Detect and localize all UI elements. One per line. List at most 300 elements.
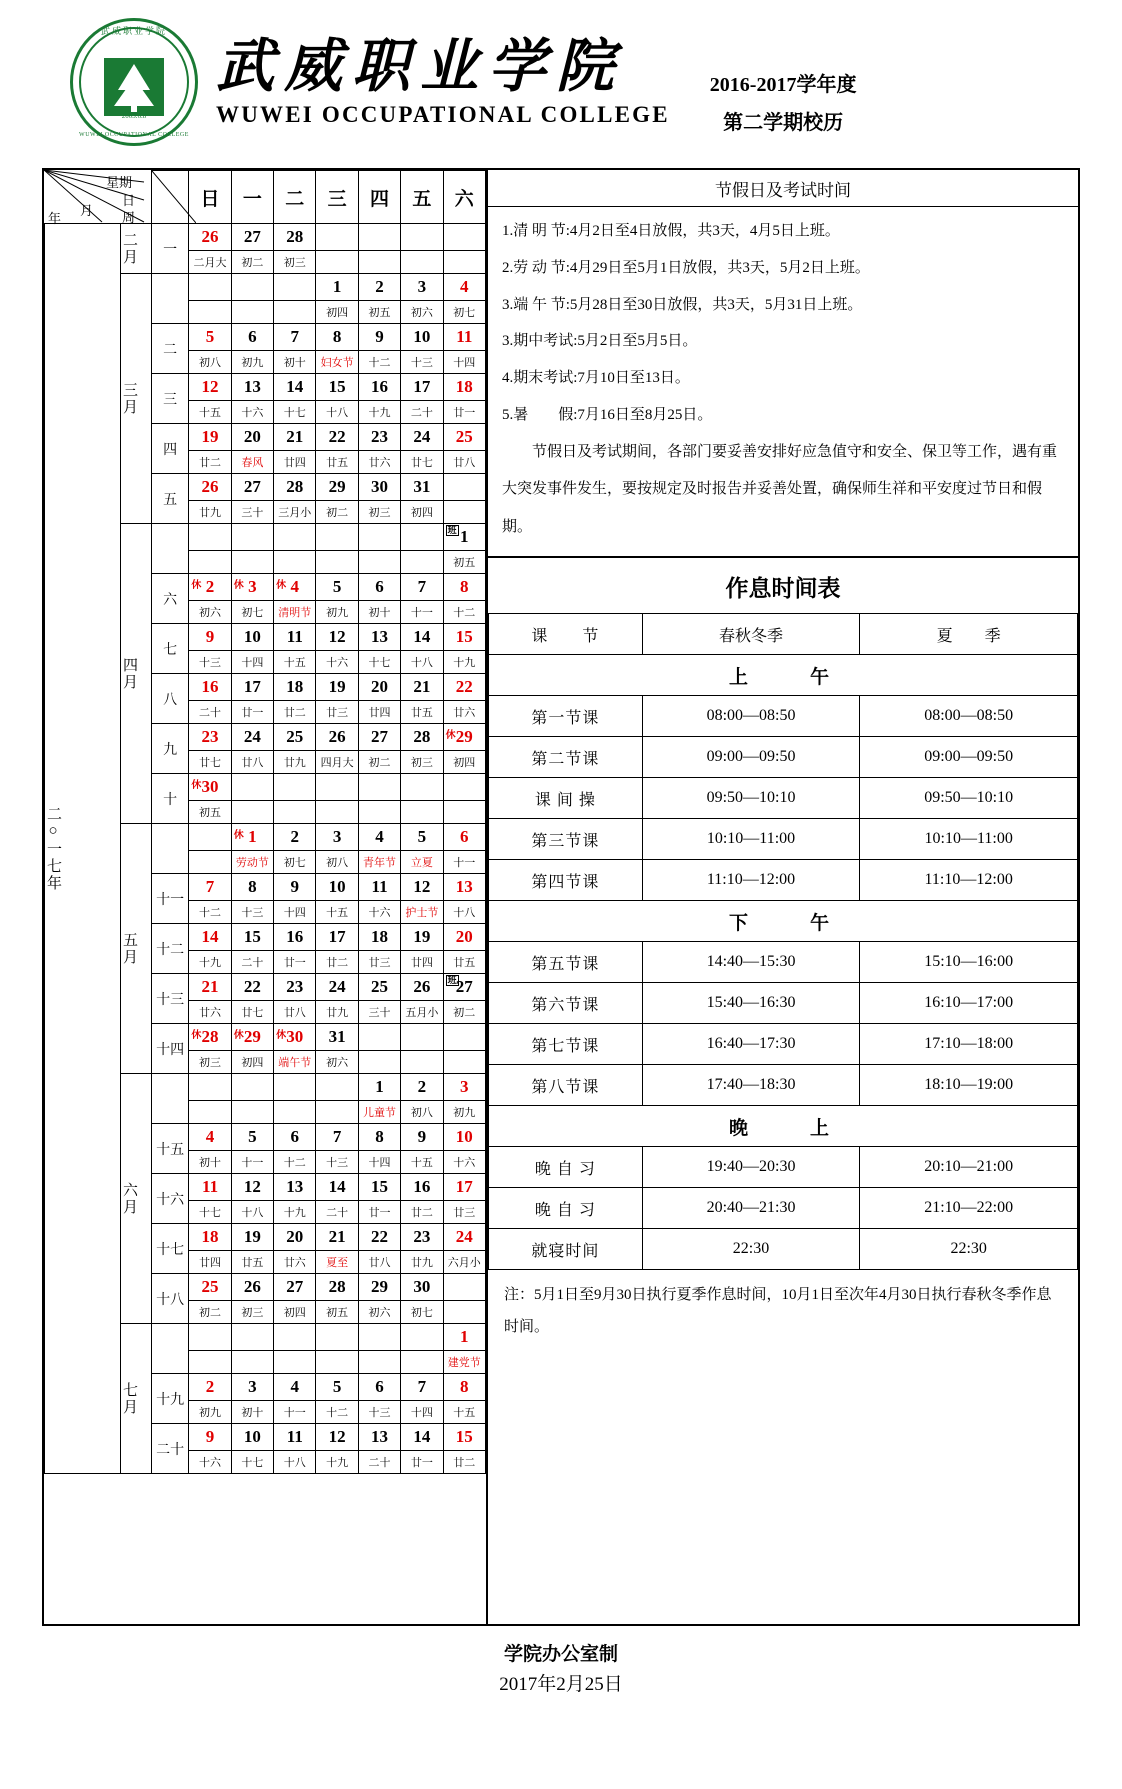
calendar-day-cell[interactable] <box>274 1324 316 1351</box>
calendar-day-cell[interactable] <box>401 324 443 351</box>
calendar-day-number: 14 <box>328 1177 346 1196</box>
calendar-day-cell[interactable] <box>189 1024 231 1051</box>
calendar-day-cell[interactable] <box>401 424 443 451</box>
calendar-week-number: 二 <box>152 324 189 374</box>
calendar-day-cell[interactable] <box>316 1424 358 1451</box>
calendar-day-cell[interactable] <box>401 1324 443 1351</box>
schedule-row <box>489 778 1078 819</box>
calendar-day-cell[interactable] <box>316 674 358 701</box>
calendar-day-cell[interactable] <box>316 324 358 351</box>
calendar-day-cell[interactable] <box>316 524 358 551</box>
calendar-day-cell[interactable] <box>443 1324 485 1351</box>
calendar-day-cell[interactable] <box>189 974 231 1001</box>
calendar-lunar-label: 十八 <box>231 1201 273 1224</box>
schedule-spring-time: 19:40—20:30 <box>642 1147 860 1188</box>
calendar-day-cell[interactable] <box>443 1374 485 1401</box>
calendar-month-label: 三月 <box>121 274 152 524</box>
logo-year: 2003.6.8 <box>121 112 147 120</box>
calendar-day-cell[interactable] <box>316 1174 358 1201</box>
calendar-day-number: 24 <box>328 977 346 996</box>
calendar-day-number: 20 <box>243 427 261 446</box>
calendar-day-cell[interactable] <box>401 1274 443 1301</box>
calendar-day-number: 30 <box>201 777 219 796</box>
calendar-day-cell[interactable] <box>316 1324 358 1351</box>
calendar-day-cell[interactable] <box>316 1024 358 1051</box>
calendar-day-cell[interactable] <box>316 424 358 451</box>
calendar-day-cell[interactable] <box>274 624 316 651</box>
calendar-day-cell[interactable] <box>231 324 273 351</box>
calendar-day-number: 14 <box>286 377 304 396</box>
calendar-lunar-label: 十三 <box>189 651 231 674</box>
calendar-day-cell[interactable] <box>231 1124 273 1151</box>
calendar-day-number: 28 <box>201 1027 219 1046</box>
calendar-day-cell[interactable] <box>358 774 400 801</box>
calendar-lunar-label: 护士节 <box>401 901 443 924</box>
calendar-lunar-label <box>401 1051 443 1074</box>
calendar-day-cell[interactable] <box>231 974 273 1001</box>
calendar-day-cell[interactable] <box>443 224 485 251</box>
schedule-period-label: 第三节课 <box>489 819 643 860</box>
calendar-lunar-label <box>231 1351 273 1374</box>
calendar-lunar-label: 廿五 <box>231 1251 273 1274</box>
calendar-day-cell[interactable] <box>274 924 316 951</box>
calendar-lunar-label: 十二 <box>358 351 400 374</box>
calendar-lunar-label: 十七 <box>274 401 316 424</box>
calendar-day-cell[interactable] <box>231 1324 273 1351</box>
calendar-day-cell[interactable] <box>443 624 485 651</box>
calendar-lunar-label: 初九 <box>316 601 358 624</box>
calendar-day-cell[interactable] <box>274 524 316 551</box>
calendar-day-cell[interactable] <box>443 1024 485 1051</box>
schedule-row <box>489 737 1078 778</box>
calendar-lunar-label: 二十 <box>358 1451 400 1474</box>
calendar-lunar-label <box>358 1051 400 1074</box>
calendar-day-cell[interactable] <box>231 524 273 551</box>
calendar-day-cell[interactable] <box>189 1324 231 1351</box>
calendar-day-cell[interactable] <box>231 374 273 401</box>
schedule-period-label: 就寝时间 <box>489 1229 643 1270</box>
calendar-day-cell[interactable] <box>274 374 316 401</box>
calendar-day-cell[interactable] <box>358 1374 400 1401</box>
calendar-day-cell[interactable] <box>189 724 231 751</box>
calendar-day-cell[interactable] <box>274 574 316 601</box>
calendar-day-cell[interactable] <box>189 824 231 851</box>
calendar-day-number: 9 <box>290 877 300 896</box>
calendar-day-cell[interactable] <box>274 1374 316 1401</box>
calendar-day-cell[interactable] <box>358 524 400 551</box>
calendar-day-cell[interactable] <box>401 524 443 551</box>
calendar-lunar-label: 初六 <box>358 1301 400 1324</box>
calendar-month-label: 六月 <box>121 1074 152 1324</box>
calendar-lunar-label: 十九 <box>316 1451 358 1474</box>
calendar-day-cell[interactable] <box>401 224 443 251</box>
calendar-day-cell[interactable] <box>358 824 400 851</box>
calendar-lunar-label: 十一 <box>231 1151 273 1174</box>
calendar-day-cell[interactable] <box>231 224 273 251</box>
calendar-day-cell[interactable] <box>316 1374 358 1401</box>
holiday-item: 1.清 明 节:4月2日至4日放假，共3天，4月5日上班。 <box>502 223 840 239</box>
calendar-day-number: 29 <box>243 1027 261 1046</box>
calendar-day-cell[interactable] <box>274 1124 316 1151</box>
calendar-lunar-label: 初九 <box>189 1401 231 1424</box>
calendar-day-cell[interactable] <box>189 1274 231 1301</box>
calendar-day-cell[interactable] <box>316 1074 358 1101</box>
calendar-day-cell[interactable] <box>189 1074 231 1101</box>
calendar-day-cell[interactable] <box>358 424 400 451</box>
calendar-week-number: 七 <box>152 624 189 674</box>
calendar-day-cell[interactable] <box>274 224 316 251</box>
calendar-day-cell[interactable] <box>358 474 400 501</box>
calendar-day-cell[interactable] <box>274 474 316 501</box>
calendar-day-cell[interactable] <box>274 824 316 851</box>
calendar-lunar-label <box>274 1351 316 1374</box>
calendar-lunar-label: 初十 <box>358 601 400 624</box>
calendar-lunar-label: 廿一 <box>443 401 485 424</box>
schedule-section-title: 下 午 <box>489 901 1078 942</box>
calendar-lunar-label: 十六 <box>231 401 273 424</box>
calendar-day-cell[interactable] <box>358 1274 400 1301</box>
calendar-lunar-label: 初三 <box>231 1301 273 1324</box>
calendar-day-number: 17 <box>243 677 261 696</box>
calendar-day-cell[interactable] <box>274 674 316 701</box>
calendar-day-cell[interactable] <box>231 624 273 651</box>
calendar-day-cell[interactable] <box>189 774 231 801</box>
calendar-day-cell[interactable] <box>231 574 273 601</box>
calendar-day-cell[interactable] <box>231 1424 273 1451</box>
calendar-lunar-label <box>231 1101 273 1124</box>
calendar-day-cell[interactable] <box>231 1374 273 1401</box>
calendar-lunar-label <box>274 551 316 574</box>
calendar-day-cell[interactable] <box>189 374 231 401</box>
calendar-day-cell[interactable] <box>231 774 273 801</box>
calendar-day-cell[interactable] <box>231 1224 273 1251</box>
calendar-day-cell[interactable] <box>316 1224 358 1251</box>
calendar-day-cell[interactable] <box>358 574 400 601</box>
calendar-day-cell[interactable] <box>316 824 358 851</box>
calendar-day-cell[interactable] <box>189 524 231 551</box>
calendar-day-cell[interactable] <box>358 1324 400 1351</box>
calendar-day-cell[interactable] <box>358 1174 400 1201</box>
calendar-day-cell[interactable] <box>358 324 400 351</box>
calendar-day-cell[interactable] <box>443 1424 485 1451</box>
calendar-week-number: 十 <box>152 774 189 824</box>
calendar-day-number: 25 <box>201 1277 219 1296</box>
calendar-day-number: 9 <box>417 1127 427 1146</box>
calendar-day-cell[interactable] <box>274 1224 316 1251</box>
calendar-day-cell[interactable] <box>274 874 316 901</box>
calendar-day-cell[interactable] <box>231 1024 273 1051</box>
calendar-lunar-label: 初七 <box>443 301 485 324</box>
calendar-week-number: 五 <box>152 474 189 524</box>
calendar-day-cell[interactable] <box>274 274 316 301</box>
calendar-day-number: 29 <box>455 727 473 746</box>
holiday-item: 3.端 午 节:5月28日至30日放假，共3天，5月31日上班。 <box>502 296 863 313</box>
calendar-day-cell[interactable] <box>401 574 443 601</box>
calendar-day-cell[interactable] <box>231 274 273 301</box>
calendar-day-cell[interactable] <box>443 374 485 401</box>
calendar-lunar-label: 十五 <box>443 1401 485 1424</box>
calendar-lunar-label: 二月大 <box>189 251 231 274</box>
calendar-day-number: 13 <box>455 877 473 896</box>
calendar-day-cell[interactable] <box>358 724 400 751</box>
calendar-day-cell[interactable] <box>189 1374 231 1401</box>
calendar-week-number: 十二 <box>152 924 189 974</box>
calendar-day-cell[interactable] <box>231 874 273 901</box>
calendar-day-cell[interactable] <box>443 924 485 951</box>
schedule-period-label: 晚 自 习 <box>489 1188 643 1229</box>
calendar-day-cell[interactable] <box>401 874 443 901</box>
calendar-week-number <box>152 1074 189 1124</box>
calendar-day-cell[interactable] <box>401 824 443 851</box>
calendar-week-number <box>152 1324 189 1374</box>
calendar-day-cell[interactable] <box>274 1024 316 1051</box>
calendar-day-cell[interactable] <box>316 224 358 251</box>
calendar-day-number: 11 <box>286 627 303 646</box>
calendar-day-cell[interactable] <box>401 924 443 951</box>
calendar-day-cell[interactable] <box>274 974 316 1001</box>
calendar-day-cell[interactable] <box>189 924 231 951</box>
schedule-row <box>489 860 1078 901</box>
calendar-day-cell[interactable] <box>358 1124 400 1151</box>
calendar-day-cell[interactable] <box>274 774 316 801</box>
calendar-day-cell[interactable] <box>443 324 485 351</box>
calendar-day-cell[interactable] <box>316 274 358 301</box>
calendar-day-number: 12 <box>328 627 346 646</box>
calendar-day-cell[interactable] <box>316 924 358 951</box>
calendar-day-cell[interactable] <box>316 724 358 751</box>
calendar-day-cell[interactable] <box>316 474 358 501</box>
rest-day-badge: 休 <box>191 1030 202 1041</box>
calendar-day-cell[interactable] <box>401 1374 443 1401</box>
calendar-day-cell[interactable] <box>189 1174 231 1201</box>
schedule-header-row <box>489 614 1078 655</box>
calendar-day-number: 28 <box>328 1277 346 1296</box>
calendar-day-cell[interactable] <box>401 374 443 401</box>
calendar-day-cell[interactable] <box>401 974 443 1001</box>
calendar-lunar-label: 廿一 <box>274 951 316 974</box>
schedule-period-label: 第五节课 <box>489 942 643 983</box>
calendar-day-number: 23 <box>371 427 389 446</box>
calendar-week-number: 十五 <box>152 1124 189 1174</box>
calendar-day-number: 25 <box>286 727 304 746</box>
calendar-day-cell[interactable] <box>189 674 231 701</box>
calendar-lunar-label: 廿八 <box>358 1251 400 1274</box>
calendar-day-cell[interactable] <box>443 824 485 851</box>
calendar-lunar-label: 劳动节 <box>231 851 273 874</box>
calendar-lunar-label: 十四 <box>358 1151 400 1174</box>
rest-day-badge: 休 <box>233 1030 244 1041</box>
calendar-day-cell[interactable] <box>358 624 400 651</box>
calendar-day-cell[interactable] <box>231 424 273 451</box>
calendar-day-cell[interactable] <box>231 724 273 751</box>
calendar-day-cell[interactable] <box>274 1424 316 1451</box>
calendar-lunar-label <box>189 1101 231 1124</box>
calendar-day-cell[interactable] <box>443 724 485 751</box>
calendar-day-cell[interactable] <box>401 624 443 651</box>
calendar-day-cell[interactable] <box>443 1274 485 1301</box>
calendar-lunar-label: 夏至 <box>316 1251 358 1274</box>
calendar-day-cell[interactable] <box>316 974 358 1001</box>
calendar-lunar-label: 二十 <box>189 701 231 724</box>
calendar-day-cell[interactable] <box>401 1024 443 1051</box>
calendar-lunar-label: 初十 <box>231 1401 273 1424</box>
calendar-day-cell[interactable] <box>189 224 231 251</box>
calendar-day-cell[interactable] <box>316 1274 358 1301</box>
calendar-day-number: 2 <box>417 1077 427 1096</box>
calendar-day-number: 7 <box>290 327 300 346</box>
calendar-day-cell[interactable] <box>443 574 485 601</box>
corner-label-month: 月 <box>80 203 94 218</box>
calendar-lunar-label <box>231 301 273 324</box>
calendar-day-cell[interactable] <box>231 474 273 501</box>
calendar-day-cell[interactable] <box>358 374 400 401</box>
calendar-day-number: 19 <box>201 427 219 446</box>
calendar-week-number: 十一 <box>152 874 189 924</box>
calendar-day-cell[interactable] <box>358 1424 400 1451</box>
calendar-week-number: 三 <box>152 374 189 424</box>
calendar-day-cell[interactable] <box>443 1224 485 1251</box>
corner-label-day: 日 <box>122 193 136 208</box>
calendar-day-cell[interactable] <box>189 1124 231 1151</box>
schedule-table <box>488 613 1078 1270</box>
calendar-lunar-label: 廿六 <box>189 1001 231 1024</box>
calendar-day-cell[interactable] <box>231 1074 273 1101</box>
schedule-period-label: 第六节课 <box>489 983 643 1024</box>
calendar-day-cell[interactable] <box>231 824 273 851</box>
calendar-day-cell[interactable] <box>358 224 400 251</box>
calendar-day-number: 2 <box>205 1377 215 1396</box>
calendar-lunar-label: 廿八 <box>443 451 485 474</box>
calendar-lunar-label: 廿七 <box>401 451 443 474</box>
calendar-day-cell[interactable] <box>316 624 358 651</box>
calendar-day-number: 21 <box>328 1227 346 1246</box>
calendar-lunar-label: 廿一 <box>358 1201 400 1224</box>
calendar-day-number: 16 <box>286 927 304 946</box>
calendar-day-cell[interactable] <box>358 924 400 951</box>
calendar-day-cell[interactable] <box>358 1224 400 1251</box>
calendar-week-number: 十八 <box>152 1274 189 1324</box>
calendar-day-cell[interactable] <box>189 874 231 901</box>
calendar-day-cell[interactable] <box>443 424 485 451</box>
calendar-lunar-label: 初三 <box>274 251 316 274</box>
calendar-day-number: 5 <box>417 827 427 846</box>
calendar-lunar-label <box>401 801 443 824</box>
calendar-day-cell[interactable] <box>189 1424 231 1451</box>
calendar-day-cell[interactable] <box>443 274 485 301</box>
calendar-day-cell[interactable] <box>401 474 443 501</box>
calendar-day-number: 21 <box>286 427 304 446</box>
calendar-day-cell[interactable] <box>274 724 316 751</box>
calendar-day-cell[interactable] <box>358 274 400 301</box>
calendar-day-cell[interactable] <box>189 424 231 451</box>
calendar-day-cell[interactable] <box>189 624 231 651</box>
holiday-item: 3.期中考试:5月2日至5月5日。 <box>502 333 698 350</box>
calendar-day-cell[interactable] <box>401 274 443 301</box>
calendar-day-cell[interactable] <box>443 674 485 701</box>
calendar-day-cell[interactable] <box>316 874 358 901</box>
calendar-day-cell[interactable] <box>231 1274 273 1301</box>
calendar-lunar-label: 初三 <box>189 1051 231 1074</box>
calendar-day-cell[interactable] <box>401 774 443 801</box>
calendar-day-cell[interactable] <box>274 1174 316 1201</box>
calendar-day-cell[interactable] <box>443 874 485 901</box>
schedule-row <box>489 1147 1078 1188</box>
calendar-lunar-label <box>358 251 400 274</box>
calendar-day-cell[interactable] <box>443 1174 485 1201</box>
calendar-lunar-label <box>443 801 485 824</box>
calendar-day-cell[interactable] <box>443 1074 485 1101</box>
calendar-day-number: 19 <box>243 1227 261 1246</box>
calendar-day-number: 20 <box>455 927 473 946</box>
calendar-day-number: 16 <box>201 677 219 696</box>
calendar-week-number: 八 <box>152 674 189 724</box>
calendar-lunar-label: 十三 <box>316 1151 358 1174</box>
work-day-badge: 班 <box>447 975 457 985</box>
calendar-day-cell[interactable] <box>358 1024 400 1051</box>
calendar-day-number: 10 <box>328 877 346 896</box>
calendar-day-cell[interactable] <box>401 674 443 701</box>
calendar-day-cell[interactable] <box>358 1074 400 1101</box>
calendar-day-cell[interactable] <box>189 474 231 501</box>
calendar-month-label: 七月 <box>121 1324 152 1474</box>
calendar-day-cell[interactable] <box>358 974 400 1001</box>
schedule-summer-time: 20:10—21:00 <box>860 1147 1078 1188</box>
calendar-day-number: 29 <box>371 1277 389 1296</box>
calendar-day-cell[interactable] <box>443 524 485 551</box>
calendar-day-cell[interactable] <box>274 324 316 351</box>
calendar-day-cell[interactable] <box>189 324 231 351</box>
calendar-day-cell[interactable] <box>401 1224 443 1251</box>
calendar-day-cell[interactable] <box>316 374 358 401</box>
calendar-day-cell[interactable] <box>316 1124 358 1151</box>
calendar-lunar-label <box>316 251 358 274</box>
calendar-week-row <box>45 224 486 251</box>
calendar-day-cell[interactable] <box>443 474 485 501</box>
calendar-day-cell[interactable] <box>401 724 443 751</box>
calendar-day-cell[interactable] <box>274 1074 316 1101</box>
calendar-day-cell[interactable] <box>358 674 400 701</box>
schedule-spring-time: 20:40—21:30 <box>642 1188 860 1229</box>
schedule-summer-time: 11:10—12:00 <box>860 860 1078 901</box>
calendar-day-cell[interactable] <box>401 1124 443 1151</box>
calendar-lunar-label: 十三 <box>401 351 443 374</box>
calendar-day-cell[interactable] <box>358 874 400 901</box>
calendar-day-cell[interactable] <box>274 424 316 451</box>
calendar-day-cell[interactable] <box>189 1224 231 1251</box>
calendar-day-cell[interactable] <box>401 1424 443 1451</box>
calendar-lunar-label: 初四 <box>274 1301 316 1324</box>
calendar-lunar-label: 十七 <box>231 1451 273 1474</box>
calendar-day-cell[interactable] <box>316 574 358 601</box>
calendar-day-cell[interactable] <box>316 774 358 801</box>
calendar-day-cell[interactable] <box>443 774 485 801</box>
calendar-day-cell[interactable] <box>443 974 485 1001</box>
calendar-lunar-label: 四月大 <box>316 751 358 774</box>
holiday-notes-title: 节假日及考试时间 <box>488 170 1078 207</box>
calendar-day-cell[interactable] <box>274 1274 316 1301</box>
calendar-day-cell[interactable] <box>189 274 231 301</box>
calendar-day-cell[interactable] <box>231 674 273 701</box>
calendar-day-cell[interactable] <box>401 1174 443 1201</box>
calendar-day-cell[interactable] <box>189 574 231 601</box>
calendar-day-cell[interactable] <box>231 924 273 951</box>
schedule-summer-time: 16:10—17:00 <box>860 983 1078 1024</box>
calendar-day-cell[interactable] <box>231 1174 273 1201</box>
calendar-lunar-label: 十八 <box>443 901 485 924</box>
calendar-day-cell[interactable] <box>443 1124 485 1151</box>
schedule-summer-time: 21:10—22:00 <box>860 1188 1078 1229</box>
calendar-day-cell[interactable] <box>401 1074 443 1101</box>
